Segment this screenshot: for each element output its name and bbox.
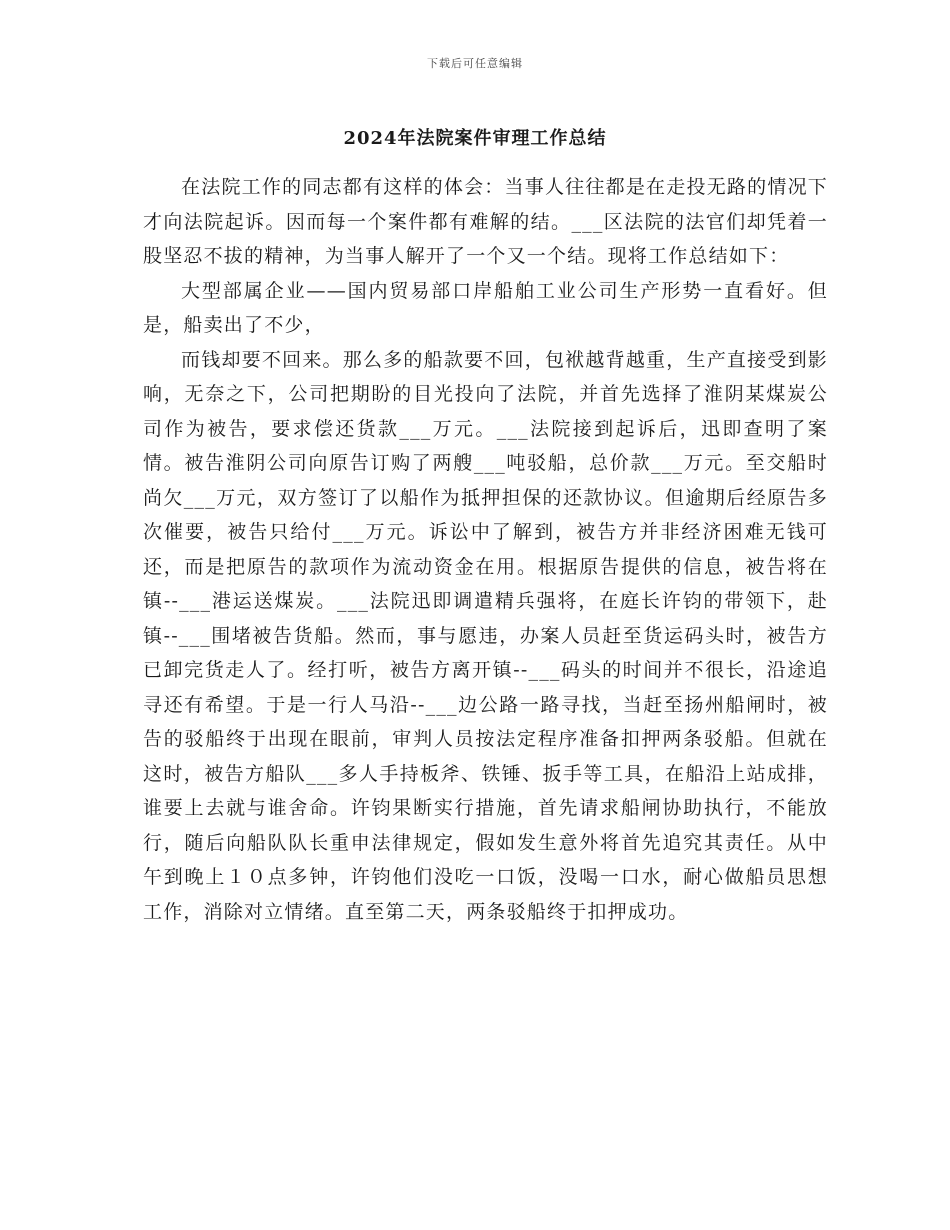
- document-title: 2024年法院案件审理工作总结: [343, 128, 607, 149]
- paragraph-case: 而钱却要不回来。那么多的船款要不回，包袱越背越重，生产直接受到影响，无奈之下，公司把期盼的目光投向了法院，并首先选择了淮阴某煤炭公司作为被告，要求偿还货款___万元。___法院接到起诉后，迅即查明了案情。被告淮阴公司向原告订购了两艘___吨驳船，总价款___万元。至交船时尚欠___万元，双方签订了以船作为抵押担保的还款协议。但逾期后经原告多次催要，被告只给付___万元。诉讼中了解到，被告方并非经济困难无钱可还，而是把原告的款项作为流动资金在用。根据原告提供的信息，被告将在镇--___港运送煤炭。___法院迅即调遣精兵强将，在庭长许钧的带领下，赴镇--___围堵被告货船。然而，事与愿违，办案人员赶至货运码头时，被告方已卸完货走人了。经打听，被告方离开镇--___码头的时间并不很长，沿途追寻还有希望。于是一行人马沿--___边公路一路寻找，当赶至扬州船闸时，被告的驳船终于出现在眼前，审判人员按法定程序准备扣押两条驳船。但就在这时，被告方船队___多人手持板斧、铁锤、扳手等工具，在船沿上站成排，谁要上去就与谁舍命。许钧果断实行措施，首先请求船闸协助执行，不能放行，随后向船队队长重申法律规定，假如发生意外将首先追究其责任。从中午到晚上１０点多钟，许钧他们没吃一口饭，没喝一口水，耐心做船员思想工作，消除对立情绪。直至第二天，两条驳船终于扣押成功。: [143, 348, 828, 923]
- paragraph-company: 大型部属企业——国内贸易部口岸船舶工业公司生产形势一直看好。但是，船卖出了不少，: [143, 279, 828, 336]
- document-body: [143, 170, 828, 929]
- header-note: 下载后可任意编辑: [427, 57, 523, 70]
- paragraph-intro: 在法院工作的同志都有这样的体会：当事人往往都是在走投无路的情况下才向法院起诉。因而每一个案件都有难解的结。___区法院的法官们却凭着一股坚忍不拔的精神，为当事人解开了一个又一个结。现将工作总结如下：: [143, 176, 828, 267]
